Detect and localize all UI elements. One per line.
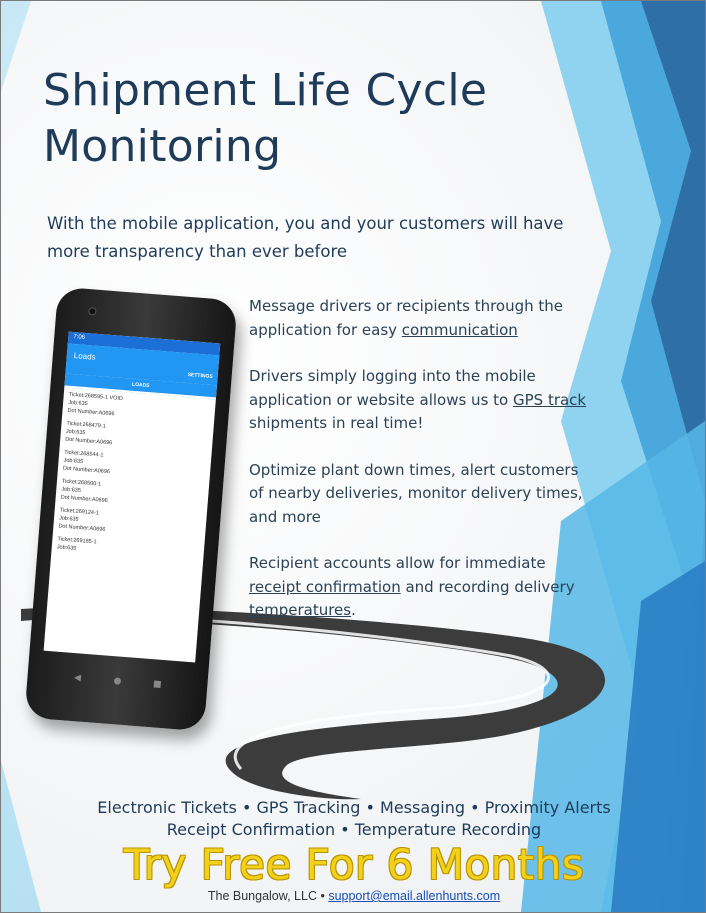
feature-text: Recipient accounts allow for immediate <box>249 554 546 572</box>
ticket-text: Ticket:269124-1 <box>59 507 100 517</box>
feature-text: . <box>351 601 356 619</box>
phone-time: 7:06 <box>73 333 86 341</box>
feature-text: Message drivers or recipients through the application for easy <box>249 297 564 339</box>
support-email-link[interactable]: support@email.allenhunts.com <box>328 889 501 903</box>
page-title: Shipment Life Cycle Monitoring <box>43 65 488 172</box>
company-name: The Bungalow, LLC • <box>207 889 329 903</box>
tagline-line-1: Electronic Tickets • GPS Tracking • Messaging • Proximity Alerts <box>97 798 611 817</box>
ticket-text: Ticket:269185-1 <box>57 536 97 546</box>
phone-app-title: Loads <box>73 351 96 362</box>
feature-gps <box>249 365 594 436</box>
phone-tab-loads: LOADS <box>64 373 217 399</box>
feature-text: and recording delivery <box>400 577 575 596</box>
ticket-text: Ticket:268500-1 <box>61 478 102 488</box>
feature-messaging <box>249 295 594 342</box>
ticket-text: Ticket:268595-1 VOID <box>68 391 124 403</box>
gps-track-link[interactable]: GPS track <box>512 390 587 409</box>
feature-text: shipments in real time! <box>249 414 424 432</box>
home-icon: ● <box>113 676 122 687</box>
dot-text: Dot Number:A0696 <box>65 436 113 447</box>
feature-list <box>249 295 594 646</box>
phone-settings-button: SETTINGS <box>187 372 213 380</box>
cta-headline: Try Free For 6 Months <box>123 840 585 889</box>
intro-text: With the mobile application, you and your customers will have more transparency than ever before <box>47 214 564 261</box>
receipt-confirmation-link[interactable]: receipt confirmation <box>249 577 401 596</box>
left-sliver-top <box>1 1 31 91</box>
tagline-line-2: Receipt Confirmation • Temperature Recording <box>166 820 542 839</box>
job-text: Job:635 <box>61 486 82 494</box>
job-text: Job:635 <box>63 457 84 466</box>
job-text: Job:635 <box>65 428 86 437</box>
dot-text: Dot Number:A0696 <box>58 523 106 534</box>
ticket-text: Ticket:268544-1 <box>63 449 104 459</box>
recents-icon: ■ <box>152 679 162 690</box>
communication-link[interactable]: communication <box>401 320 518 339</box>
job-text: Job:635 <box>56 544 77 552</box>
dot-text: Dot Number:A0696 <box>67 407 115 418</box>
dot-text: Dot Number:A0696 <box>60 494 108 505</box>
phone-illustration <box>24 287 237 732</box>
dot-text: Dot Number:A0696 <box>62 465 111 476</box>
job-text: Job:635 <box>58 515 79 523</box>
feature-text: Drivers simply logging into the mobile application or website allows us to <box>249 367 536 409</box>
ticket-text: Ticket:268479-1 <box>66 420 106 430</box>
feature-recipient <box>249 552 594 623</box>
feature-optimize <box>249 459 594 530</box>
job-text: Job:635 <box>67 399 88 408</box>
phone-screen <box>44 332 221 663</box>
feature-text: Optimize plant down times, alert customers of nearby deliveries, monitor delivery times, and more <box>249 460 583 526</box>
footer <box>1 889 706 903</box>
temperatures-link[interactable]: temperatures <box>249 601 352 619</box>
back-icon: ◀ <box>73 673 82 684</box>
